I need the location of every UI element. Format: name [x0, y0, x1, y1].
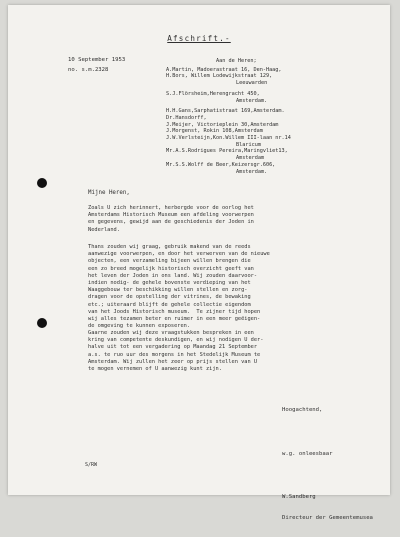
- typist-initials: S/RW: [85, 462, 98, 468]
- letter-page: [8, 5, 390, 522]
- paragraph-3: Gaarne zouden wij deze vraagstukken bespreken in een kring van competente deskundigen, en wij nodigen U der- halve uit tot een vergadering op Maandag 21 September a.s. te ruo uur des morgens in het Stedelijk Museum te Amsterdam. Wij zullen het zeer op prijs stellen van U te mogen vernemen of U aanwezig kunt zijn.: [88, 330, 264, 373]
- addressee-line: H.Bors, Willem Lodewijkstraat 129,: [166, 73, 273, 80]
- closing-line: [282, 429, 373, 436]
- closing-signature: [282, 393, 373, 537]
- punch-hole-bottom: [37, 318, 47, 328]
- addressee-line: A.Martin, Madoerastraat 16, Den-Haag,: [166, 66, 282, 73]
- punch-hole-top: [37, 178, 47, 188]
- paragraph-1: Zoals U zich herinnert, herbergde voor de oorlog het Amsterdams Historisch Museum een afdeling voorwerpen en gegevens, gewijd aan de geschiedenis der Joden in Nederland.: [88, 205, 254, 233]
- closing-line: Directeur der Gemeentemusea: [282, 515, 373, 522]
- addressee-line: H.H.Gans,Sarphatistraat 169,Amsterdam.: [166, 108, 285, 115]
- addressee-line: J.W.Verlsteijn,Kon.Willem III-laan nr.14: [166, 135, 291, 142]
- addressee-line: S.J.Flörsheim,Herengracht 450,: [166, 90, 260, 97]
- addressee-lines: [166, 67, 391, 176]
- addressee-line: Leeuwarden: [236, 80, 268, 87]
- addressee-line: J.Meijer, Victorieplein 30,Amsterdam: [166, 121, 279, 128]
- closing-line: W.Sandberg: [282, 493, 316, 500]
- document-heading: Afschrift.-: [167, 34, 231, 43]
- addressee-intro: Aan de Heren;: [216, 58, 257, 64]
- addressee-line: Amsterdam.: [236, 168, 268, 175]
- addressee-list: [166, 58, 391, 175]
- addressee-line: Mr.A.S.Rodrigues Pereira,Maringvliet13,: [166, 148, 288, 155]
- addressee-line: Dr.Hansdorff,: [166, 114, 207, 121]
- addressee-line: Blaricum: [236, 141, 261, 148]
- closing-line: Hoogachtend,: [282, 407, 323, 414]
- letter-date: 10 September 1953: [68, 57, 126, 63]
- addressee-line: Amsterdam.: [236, 97, 268, 104]
- salutation: Mijne Heren,: [88, 190, 130, 196]
- reference-number: no. s.m.2328: [68, 67, 109, 73]
- addressee-line: J.Morgenst, Rokin 108,Amsterdam: [166, 128, 263, 135]
- closing-line: [282, 472, 373, 479]
- closing-line: w.g. onleesbaar: [282, 450, 333, 457]
- addressee-line: Amsterdam: [236, 155, 265, 162]
- paragraph-2: Thans zouden wij graag, gebruik makend van de reeds aanwezige voorwerpen, en door het verwerven van de nieuwe objecten, een verzameling bijeen willen brengen die een zo breed mogelijk historisch overzicht geeft van het leven der Joden in ons land. Wij zouden daarvoor- indien nodig- de gehele bovenste verdieping van het Waaggebouw ter beschikking willen stellen en zorg- dragen voor de opstelling der vitrines, de bewaking etc.; uiteraard blijft de gehele collectie eigendom van het Joods Historisch museum. Te zijner tijd hopen wij alles tezamen beter en ruimer in een meer geëigen- de omgeving te kunnen exposeren.: [88, 244, 270, 330]
- addressee-line: Mr.S.S.Wolff de Beer,Keizersgr.606,: [166, 161, 276, 168]
